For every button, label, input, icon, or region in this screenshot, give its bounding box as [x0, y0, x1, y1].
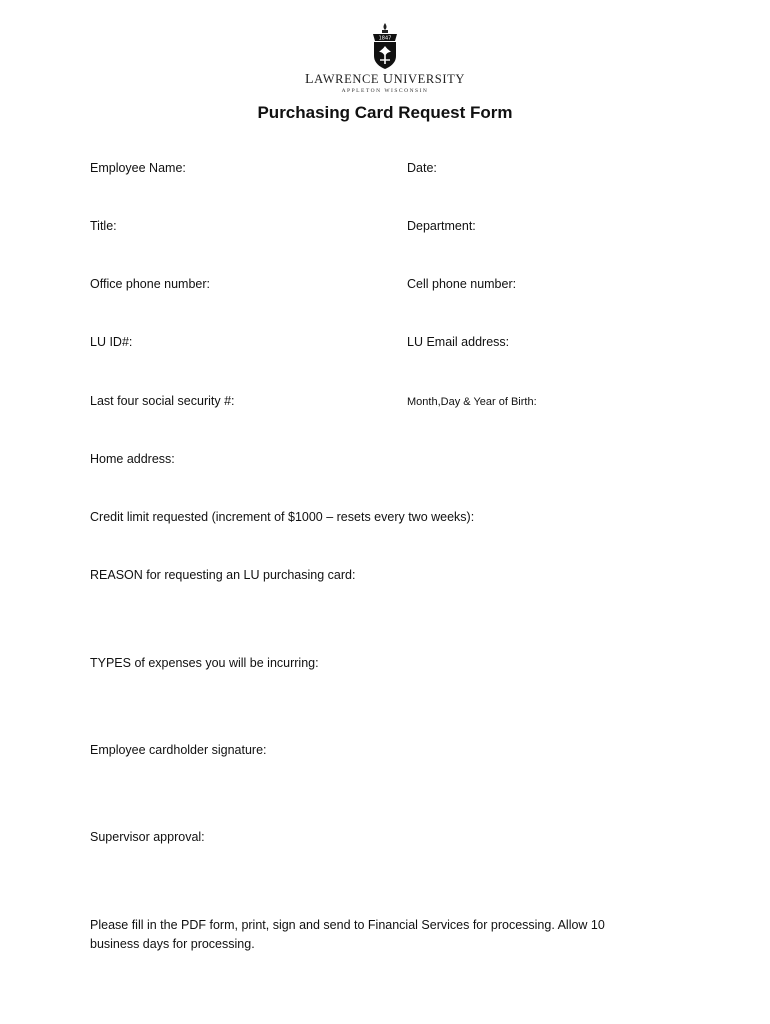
- form-title: Purchasing Card Request Form: [257, 103, 513, 122]
- employee-name-label: Employee Name:: [90, 161, 186, 175]
- supervisor-approval-label: Supervisor approval:: [90, 830, 205, 844]
- instructions-note: Please fill in the PDF form, print, sign and send to Financial Services for processing. Allow 10 business days for processing.: [90, 918, 605, 951]
- birth-date-label: Month,Day & Year of Birth:: [407, 396, 537, 408]
- crest-icon: [370, 22, 400, 70]
- university-name: LAWRENCE UNIVERSITY: [305, 72, 465, 87]
- date-label: Date:: [407, 161, 437, 175]
- lu-email-label: LU Email address:: [407, 335, 510, 349]
- department-label: Department:: [407, 219, 476, 233]
- reason-label: REASON for requesting an LU purchasing card:: [90, 568, 356, 582]
- university-location: APPLETON WISCONSIN: [341, 88, 429, 94]
- cardholder-signature-label: Employee cardholder signature:: [90, 743, 267, 757]
- crest-year: 1847: [378, 35, 392, 42]
- lu-id-label: LU ID#:: [90, 335, 133, 349]
- home-address-label: Home address:: [90, 452, 175, 466]
- expense-types-label: TYPES of expenses you will be incurring:: [90, 656, 319, 670]
- university-logo: [0, 22, 770, 94]
- credit-limit-label: Credit limit requested (increment of $1000 – resets every two weeks):: [90, 510, 475, 524]
- last-four-ssn-label: Last four social security #:: [90, 394, 235, 408]
- title-label: Title:: [90, 219, 117, 233]
- cell-phone-label: Cell phone number:: [407, 277, 517, 291]
- office-phone-label: Office phone number:: [90, 277, 210, 291]
